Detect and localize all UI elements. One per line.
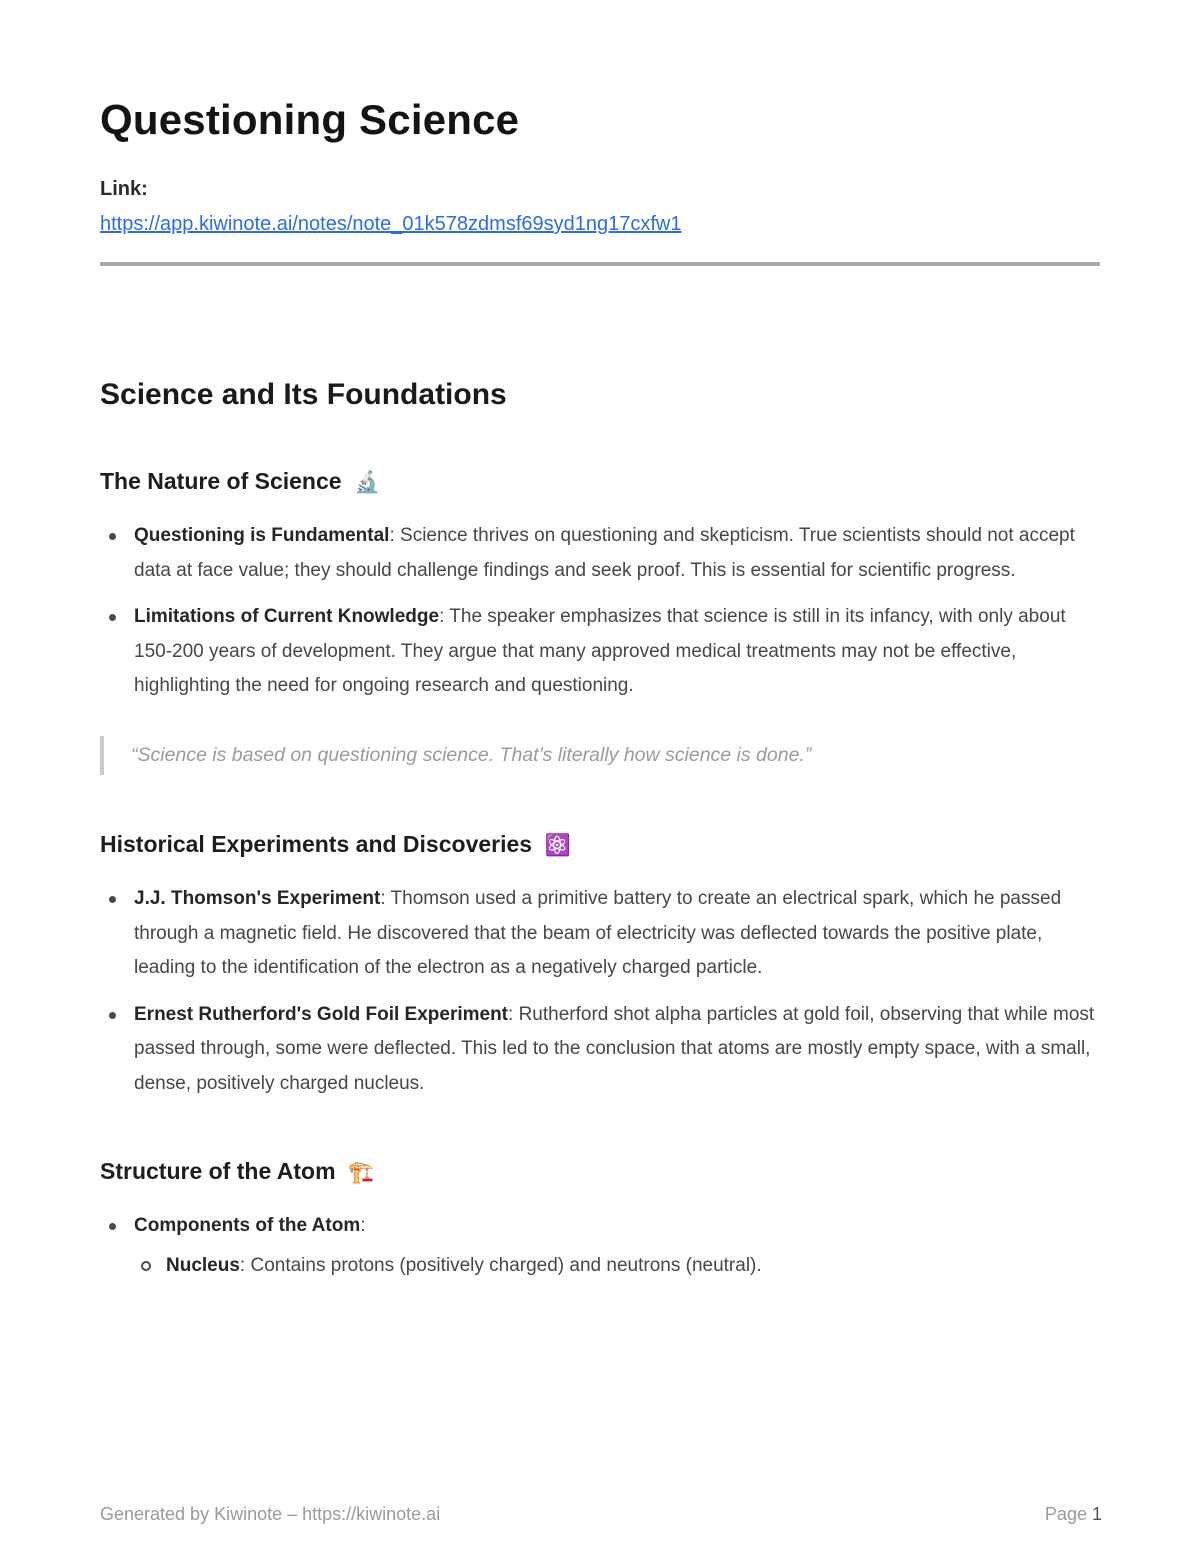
blockquote: “Science is based on questioning science. That’s literally how science is done.” xyxy=(100,736,1100,775)
page-footer xyxy=(100,1504,1102,1525)
link-label: Link: xyxy=(100,178,148,200)
bullet-lead: Ernest Rutherford's Gold Foil Experiment xyxy=(134,1003,509,1025)
bullet-text: : The speaker emphasizes that science is still in its infancy, with only about 150-200 years of development. They argue that many approved medical treatments may not be effective, highlighting the need for ongoing research and questioning. xyxy=(134,606,1066,697)
nested-list-item xyxy=(134,1249,1100,1284)
atom-icon: ⚛️ xyxy=(544,834,571,858)
footer-generated-by: Generated by Kiwinote – https://kiwinote.ai xyxy=(100,1504,441,1524)
footer-page-indicator xyxy=(1045,1504,1102,1525)
bullet-dot-icon xyxy=(109,533,116,540)
section-heading-text: Historical Experiments and Discoveries xyxy=(100,831,533,858)
section-heading-structure-of-atom xyxy=(100,1158,1100,1185)
bullet-lead: Nucleus xyxy=(166,1255,240,1277)
bullet-lead: Components of the Atom xyxy=(134,1214,361,1236)
bullet-text: : xyxy=(360,1214,366,1236)
section-heading-nature-of-science xyxy=(100,468,1100,495)
bullet-lead: Questioning is Fundamental xyxy=(134,525,390,546)
list-item xyxy=(100,998,1100,1102)
bullet-text: : Contains protons (positively charged) and neutrons (neutral). xyxy=(239,1255,762,1277)
bullet-text: : Thomson used a primitive battery to create an electrical spark, which he passed through a magnetic field. He discovered that the beam of electricity was deflected towards the positive plate, leading to the identification of the electron as a negatively charged particle. xyxy=(134,888,1062,979)
page-number: 1 xyxy=(1091,1504,1102,1524)
building-construction-icon: 🏗️ xyxy=(347,1160,375,1184)
section-heading-text: The Nature of Science xyxy=(100,468,342,494)
page-title: Questioning Science xyxy=(100,96,520,143)
list-item xyxy=(100,519,1100,588)
microscope-icon: 🔬 xyxy=(353,471,381,494)
bullet-text: : Science thrives on questioning and skepticism. True scientists should not accept data at face value; they should challenge findings and seek proof. This is essential for scientific progress. xyxy=(134,525,1075,581)
bullet-lead: Limitations of Current Knowledge xyxy=(134,606,440,628)
section-heading-historical-experiments xyxy=(100,831,1100,858)
list-item xyxy=(100,882,1100,986)
bullet-list-nature xyxy=(100,519,1100,704)
bullet-dot-icon xyxy=(109,1012,116,1019)
bullet-dot-icon xyxy=(109,1223,116,1230)
section-heading-text: Structure of the Atom xyxy=(100,1157,336,1184)
note-link[interactable]: https://app.kiwinote.ai/notes/note_01k578zdmsf69syd1ng17cxfw1 xyxy=(100,213,682,235)
bullet-text: : Rutherford shot alpha particles at gold foil, observing that while most passed through, some were deflected. This led to the conclusion that atoms are mostly empty space, with a small, dense, positively charged nucleus. xyxy=(134,1003,1095,1094)
bullet-dot-icon xyxy=(109,614,116,621)
bullet-dot-icon xyxy=(109,896,116,903)
main-heading: Science and Its Foundations xyxy=(100,378,507,411)
list-item xyxy=(100,600,1100,704)
bullet-ring-icon xyxy=(141,1261,151,1271)
nested-bullet-list xyxy=(134,1249,1100,1284)
bullet-list-atom-structure xyxy=(100,1209,1100,1284)
list-item xyxy=(100,1209,1100,1284)
bullet-lead: J.J. Thomson's Experiment xyxy=(134,888,381,910)
section-divider xyxy=(100,262,1100,266)
page-label: Page xyxy=(1044,1504,1087,1524)
bullet-list-experiments xyxy=(100,882,1100,1101)
link-block xyxy=(100,174,1100,236)
